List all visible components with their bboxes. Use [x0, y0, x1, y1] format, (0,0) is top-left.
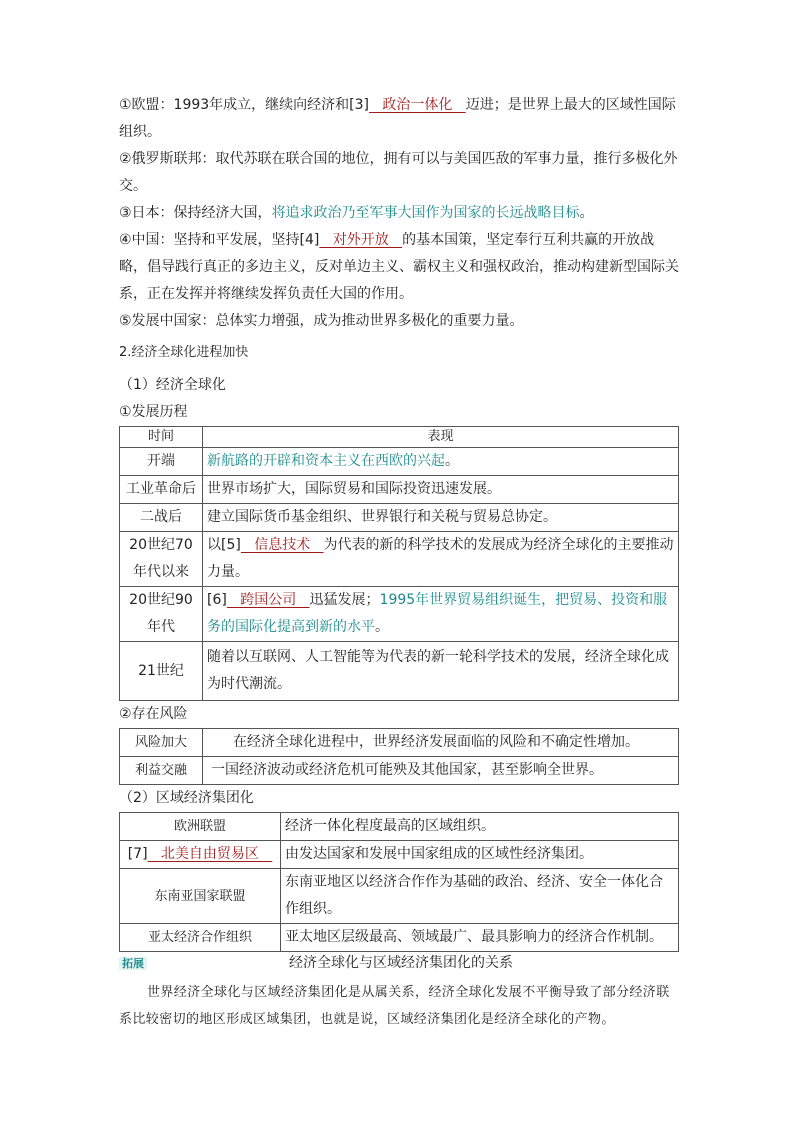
- answer-4: 对外开放: [319, 232, 403, 248]
- answer-3: 政治一体化: [369, 97, 466, 113]
- table-row: 20世纪90年代 [6] 跨国公司 迅猛发展；1995年世界贸易组织诞生，把贸易、投资和服务的国际化提高到新的水平。: [120, 587, 679, 642]
- extension-title-line: [119, 954, 679, 973]
- risk-table: [119, 728, 679, 785]
- table-row: 亚太经济合作组织 亚太地区层级最高、领域最广、最具影响力的经济合作机制。: [120, 924, 679, 952]
- document-page: [119, 92, 679, 1033]
- table-row: 二战后 建立国际货币基金组织、世界银行和关税与贸易总协定。: [120, 504, 679, 532]
- col-header-performance: 表现: [203, 427, 679, 448]
- subheading-globalization: （1）经济全球化: [119, 377, 226, 393]
- table-row: 欧洲联盟 经济一体化程度最高的区域组织。: [120, 813, 679, 841]
- table-row: 利益交融 一国经济波动或经济危机可能殃及其他国家，甚至影响全世界。: [120, 757, 679, 785]
- regional-table: [119, 812, 679, 952]
- table-row: 风险加大 在经济全球化进程中，世界经济发展面临的风险和不确定性增加。: [120, 729, 679, 757]
- table-row: 21世纪 随着以互联网、人工智能等为代表的新一轮科学技术的发展，经济全球化成为时代潮流。: [120, 642, 679, 701]
- table-header-row: [120, 427, 679, 448]
- paragraph-eu: ①欧盟：1993年成立，继续向经济和[3] 政治一体化 迈进；是世界上最大的区域性国际组织。: [119, 97, 676, 140]
- answer-6: 跨国公司: [226, 592, 310, 608]
- paragraph-china: ④中国：坚持和平发展，坚持[4] 对外开放 的基本国策，坚定奉行互利共赢的开放战略，倡导践行真正的多边主义，反对单边主义、霸权主义和强权政治，推动构建新型国际关系，正在发挥并将继续发挥负责任大国的作用。: [119, 232, 679, 302]
- subheading-history: ①发展历程: [119, 404, 188, 420]
- highlight-text: 将追求政治乃至军事大国作为国家的长远战略目标: [271, 205, 580, 221]
- subheading-regional: （2）区域经济集团化: [119, 790, 254, 806]
- extension-tag: 拓展: [119, 957, 147, 970]
- paragraph-developing: ⑤发展中国家：总体实力增强，成为推动世界多极化的重要力量。: [119, 313, 524, 329]
- extension-title: 经济全球化与区域经济集团化的关系: [289, 955, 513, 971]
- table-row: 东南亚国家联盟 东南亚地区以经济合作作为基础的政治、经济、安全一体化合作组织。: [120, 869, 679, 924]
- table-row: 开端 新航路的开辟和资本主义在西欧的兴起。: [120, 448, 679, 476]
- answer-7: 北美自由贸易区: [147, 846, 273, 862]
- table-row: [7] 北美自由贸易区 由发达国家和发展中国家组成的区域性经济集团。: [120, 841, 679, 869]
- paragraph-russia: ②俄罗斯联邦：取代苏联在联合国的地位，拥有可以与美国匹敌的军事力量，推行多极化外交。: [119, 151, 678, 194]
- history-table: [119, 426, 679, 701]
- col-header-time: 时间: [120, 427, 203, 448]
- paragraph-japan: ③日本：保持经济大国，将追求政治乃至军事大国作为国家的长远战略目标。: [119, 205, 594, 221]
- section-heading-2: 2.经济全球化进程加快: [119, 345, 249, 360]
- subheading-risks: ②存在风险: [119, 706, 188, 722]
- extension-body: 世界经济全球化与区域经济集团化是从属关系，经济全球化发展不平衡导致了部分经济联系比较密切的地区形成区域集团，也就是说，区域经济集团化是经济全球化的产物。: [119, 985, 670, 1027]
- answer-5: 信息技术: [240, 537, 324, 553]
- table-row: 20世纪70年代以来 以[5] 信息技术 为代表的新的科学技术的发展成为经济全球化的主要推动力量。: [120, 532, 679, 587]
- table-row: 工业革命后 世界市场扩大，国际贸易和国际投资迅速发展。: [120, 476, 679, 504]
